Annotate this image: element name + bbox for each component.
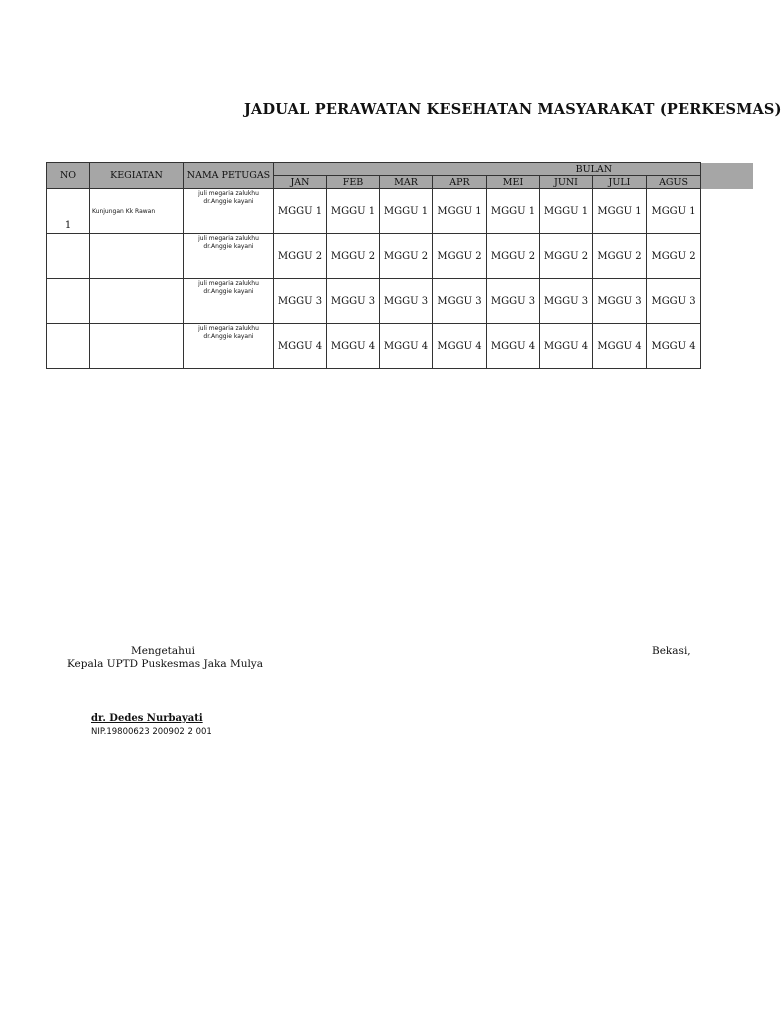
week-cell-apr: MGGU 3 [433, 279, 487, 324]
week-cell-jan: MGGU 3 [274, 279, 327, 324]
week-cell-agus: MGGU 3 [647, 279, 701, 324]
week-cell-feb: MGGU 1 [327, 189, 380, 234]
petugas-cell [184, 324, 274, 369]
petugas-name-2: dr.Anggie kayani [203, 242, 254, 250]
header-no: NO [47, 163, 90, 189]
week-cell-apr: MGGU 4 [433, 324, 487, 369]
week-cell-juni: MGGU 4 [540, 324, 593, 369]
week-cell-juni: MGGU 3 [540, 279, 593, 324]
week-cell-agus: MGGU 2 [647, 234, 701, 279]
month-header-agus: AGUS [647, 176, 701, 189]
week-cell-feb: MGGU 2 [327, 234, 380, 279]
week-cell-apr: MGGU 1 [433, 189, 487, 234]
week-cell-mar: MGGU 2 [380, 234, 433, 279]
week-cell-juni: MGGU 2 [540, 234, 593, 279]
petugas-name-1: juli megaria zalukhu [198, 280, 259, 287]
row-number [47, 279, 90, 324]
week-cell-mei: MGGU 3 [487, 279, 540, 324]
mengetahui-label: Mengetahui [131, 645, 196, 657]
week-cell-juni: MGGU 1 [540, 189, 593, 234]
week-cell-jan: MGGU 4 [274, 324, 327, 369]
petugas-name-2: dr.Anggie kayani [203, 332, 254, 340]
week-cell-juli: MGGU 3 [593, 279, 647, 324]
week-cell-agus: MGGU 4 [647, 324, 701, 369]
week-cell-apr: MGGU 2 [433, 234, 487, 279]
petugas-cell [184, 234, 274, 279]
header-nama-petugas: NAMA PETUGAS [184, 163, 274, 189]
petugas-name-2: dr.Anggie kayani [203, 197, 254, 205]
row-number: 1 [47, 189, 90, 234]
week-cell-agus: MGGU 1 [647, 189, 701, 234]
month-header-juli: JULI [593, 176, 647, 189]
month-header-mar: MAR [380, 176, 433, 189]
schedule-table [46, 162, 701, 369]
signer-nip: NIP.19800623 200902 2 001 [91, 727, 212, 737]
document-title-wrapper [0, 101, 782, 121]
signer-name: dr. Dedes Nurbayati [91, 713, 203, 724]
header-bulan: BULAN [274, 163, 701, 176]
petugas-name-1: juli megaria zalukhu [198, 190, 259, 197]
kegiatan-cell [90, 279, 184, 324]
document-title: JADUAL PERAWATAN KESEHATAN MASYARAKAT (PERKESMAS) [244, 101, 782, 118]
table-row [47, 189, 701, 234]
week-cell-mei: MGGU 1 [487, 189, 540, 234]
table-row [47, 324, 701, 369]
position-label: Kepala UPTD Puskesmas Jaka Mulya [67, 658, 264, 670]
table-row [47, 234, 701, 279]
week-cell-mar: MGGU 1 [380, 189, 433, 234]
petugas-name-2: dr.Anggie kayani [203, 287, 254, 295]
place-label: Bekasi, [652, 645, 691, 657]
week-cell-feb: MGGU 3 [327, 279, 380, 324]
week-cell-mar: MGGU 3 [380, 279, 433, 324]
month-header-feb: FEB [327, 176, 380, 189]
month-header-apr: APR [433, 176, 487, 189]
kegiatan-cell [90, 324, 184, 369]
week-cell-feb: MGGU 4 [327, 324, 380, 369]
petugas-cell [184, 279, 274, 324]
month-header-jan: JAN [274, 176, 327, 189]
petugas-name-1: juli megaria zalukhu [198, 325, 259, 332]
petugas-cell [184, 189, 274, 234]
week-cell-juli: MGGU 4 [593, 324, 647, 369]
week-cell-jan: MGGU 2 [274, 234, 327, 279]
month-header-mei: MEI [487, 176, 540, 189]
week-cell-mar: MGGU 4 [380, 324, 433, 369]
row-number [47, 324, 90, 369]
week-cell-jan: MGGU 1 [274, 189, 327, 234]
kegiatan-cell [90, 234, 184, 279]
week-cell-mei: MGGU 4 [487, 324, 540, 369]
row-number [47, 234, 90, 279]
month-header-juni: JUNI [540, 176, 593, 189]
kegiatan-cell: Kunjungan Kk Rawan [90, 189, 184, 234]
week-cell-juli: MGGU 1 [593, 189, 647, 234]
week-cell-juli: MGGU 2 [593, 234, 647, 279]
table-row [47, 279, 701, 324]
header-kegiatan: KEGIATAN [90, 163, 184, 189]
schedule-body [47, 189, 701, 369]
petugas-name-1: juli megaria zalukhu [198, 235, 259, 242]
header-overflow-cell [700, 163, 753, 189]
week-cell-mei: MGGU 2 [487, 234, 540, 279]
